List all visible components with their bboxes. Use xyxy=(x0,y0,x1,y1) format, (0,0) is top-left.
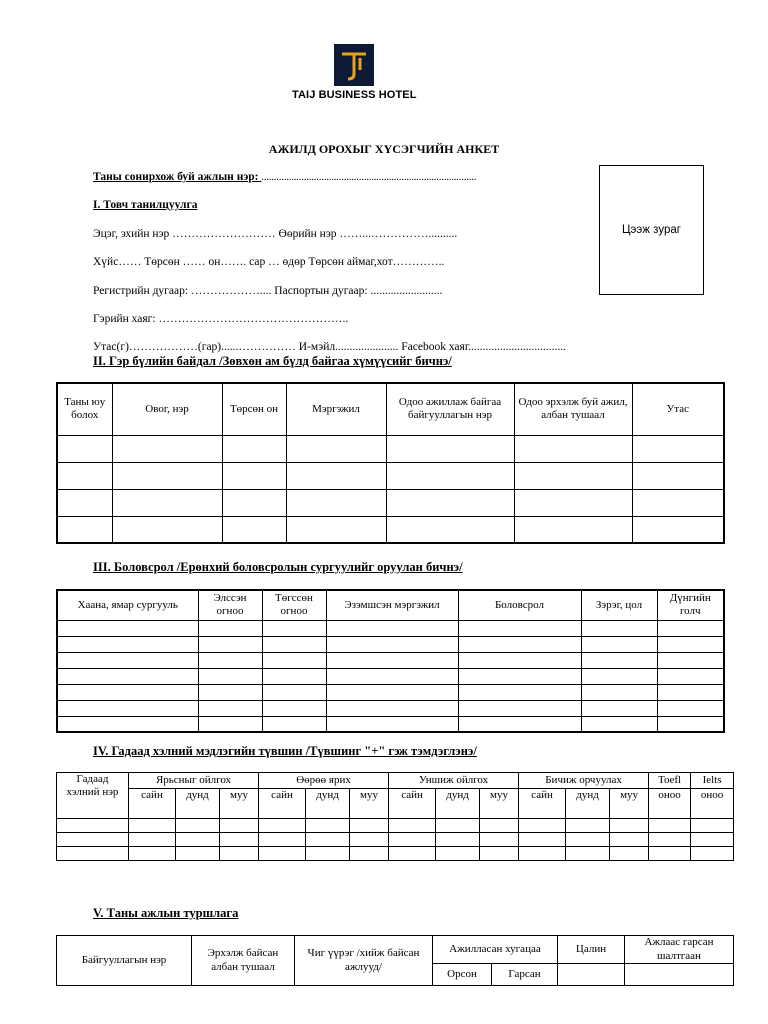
exp-header-end: Гарсан xyxy=(492,964,558,986)
exp-header-position: Эрхэлж байсан албан тушаал xyxy=(192,936,295,986)
language-group-row xyxy=(57,773,734,789)
toefl-score-label: оноо xyxy=(649,789,691,819)
education-row[interactable] xyxy=(57,700,724,716)
position-label: Таны сонирхож буй ажлын нэр: xyxy=(93,171,262,183)
photo-label: Цээж зураг xyxy=(622,224,681,236)
education-table xyxy=(56,589,725,733)
exp-header-start: Орсон xyxy=(433,964,492,986)
experience-header-row xyxy=(57,936,734,964)
level-good: сайн xyxy=(519,789,566,819)
family-header-name: Овог, нэр xyxy=(112,383,222,435)
family-row[interactable] xyxy=(57,516,724,543)
lang-header-ielts: Ielts xyxy=(691,773,734,789)
language-row[interactable] xyxy=(57,833,734,847)
birth-line[interactable]: Хүйс…… Төрсөн …… он……. сар … өдөр Төрсөн аймаг,хот………….. xyxy=(93,256,445,268)
hotel-logo-text: TAIJ BUSINESS HOTEL xyxy=(292,89,417,101)
level-medium: дунд xyxy=(436,789,480,819)
level-good: сайн xyxy=(259,789,306,819)
family-row[interactable] xyxy=(57,462,724,489)
level-medium: дунд xyxy=(566,789,610,819)
section3-title: III. Боловсрол /Ерөнхий боловсролын сургуулийг оруулан бичнэ/ xyxy=(93,560,463,574)
lang-header-toefl: Toefl xyxy=(649,773,691,789)
education-row[interactable] xyxy=(57,668,724,684)
edu-header-degree: Боловсрол xyxy=(458,590,581,620)
section5-title: V. Таны ажлын туршлага xyxy=(93,906,239,920)
level-poor: муу xyxy=(350,789,389,819)
family-header-relation: Таны юу болох xyxy=(57,383,112,435)
exp-header-period: Ажилласан хугацаа xyxy=(433,936,558,964)
section1-title: I. Товч танилцуулга xyxy=(93,199,198,211)
education-row[interactable] xyxy=(57,620,724,636)
level-medium: дунд xyxy=(306,789,350,819)
exp-header-duties: Чиг үүрэг /хийж байсан ажлууд/ xyxy=(295,936,433,986)
position-line xyxy=(93,171,476,183)
family-row[interactable] xyxy=(57,489,724,516)
level-poor: муу xyxy=(220,789,259,819)
level-poor: муу xyxy=(610,789,649,819)
language-level-row xyxy=(57,789,734,819)
position-dots[interactable]: ...................................................................................... xyxy=(261,172,477,183)
lang-group-listening: Ярьсныг ойлгох xyxy=(129,773,259,789)
lang-group-writing: Бичиж орчуулах xyxy=(519,773,649,789)
contact-line[interactable]: Утас(г)………………(гар)......…………… И-мэйл...................... Facebook хаяг.................................. xyxy=(93,341,566,353)
language-table xyxy=(56,772,734,861)
ielts-score-label: оноо xyxy=(691,789,734,819)
family-header-phone: Утас xyxy=(632,383,724,435)
lang-group-speaking: Өөрөө ярих xyxy=(259,773,389,789)
register-line[interactable]: Регистрийн дугаар: ……………….... Паспортын дугаар: ......................... xyxy=(93,285,443,297)
lang-header-name: Гадаад хэлний нэр xyxy=(57,773,129,819)
language-row[interactable] xyxy=(57,819,734,833)
family-header-row xyxy=(57,383,724,435)
edu-header-school: Хаана, ямар сургууль xyxy=(57,590,198,620)
edu-header-profession: Эзэмшсэн мэргэжил xyxy=(326,590,458,620)
section2-title: II. Гэр бүлийн байдал /Зөвхөн ам бүлд байгаа хүмүүсийг бичнэ/ xyxy=(93,354,452,368)
family-header-organization: Одоо ажиллаж байгаа байгууллагын нэр xyxy=(386,383,514,435)
education-row[interactable] xyxy=(57,716,724,732)
education-row[interactable] xyxy=(57,684,724,700)
photo-box[interactable] xyxy=(599,165,704,295)
experience-table xyxy=(56,935,734,986)
family-header-profession: Мэргэжил xyxy=(286,383,386,435)
form-title: АЖИЛД ОРОХЫГ ХҮСЭГЧИЙН АНКЕТ xyxy=(268,142,500,156)
education-row[interactable] xyxy=(57,636,724,652)
exp-header-salary: Цалин xyxy=(558,936,625,964)
name-line[interactable]: Эцэг, эхийн нэр ……………………… Өөрийн нэр ……...…………….......... xyxy=(93,228,458,240)
level-poor: муу xyxy=(480,789,519,819)
section4-title: IV. Гадаад хэлний мэдлэгийн түвшин /Түвшинг "+" гэж тэмдэглэнэ/ xyxy=(93,744,477,758)
family-table xyxy=(56,382,725,544)
lang-group-reading: Уншиж ойлгох xyxy=(389,773,519,789)
exp-header-org: Байгууллагын нэр xyxy=(57,936,192,986)
edu-header-start: Элссэн огноо xyxy=(198,590,262,620)
edu-header-gpa: Дүнгийн голч xyxy=(657,590,724,620)
language-row[interactable] xyxy=(57,847,734,861)
level-good: сайн xyxy=(129,789,176,819)
level-good: сайн xyxy=(389,789,436,819)
address-line[interactable]: Гэрийн хаяг: ………………………………………….. xyxy=(93,313,349,325)
family-header-birth-year: Төрсөн он xyxy=(222,383,286,435)
exp-header-reason: Ажлаас гарсан шалтгаан xyxy=(625,936,734,964)
hotel-logo-icon xyxy=(334,44,374,86)
edu-header-rank: Зэрэг, цол xyxy=(581,590,657,620)
education-header-row xyxy=(57,590,724,620)
level-medium: дунд xyxy=(176,789,220,819)
family-row[interactable] xyxy=(57,435,724,462)
education-row[interactable] xyxy=(57,652,724,668)
family-header-job: Одоо эрхэлж буй ажил, албан тушаал xyxy=(514,383,632,435)
edu-header-end: Төгссөн огноо xyxy=(262,590,326,620)
